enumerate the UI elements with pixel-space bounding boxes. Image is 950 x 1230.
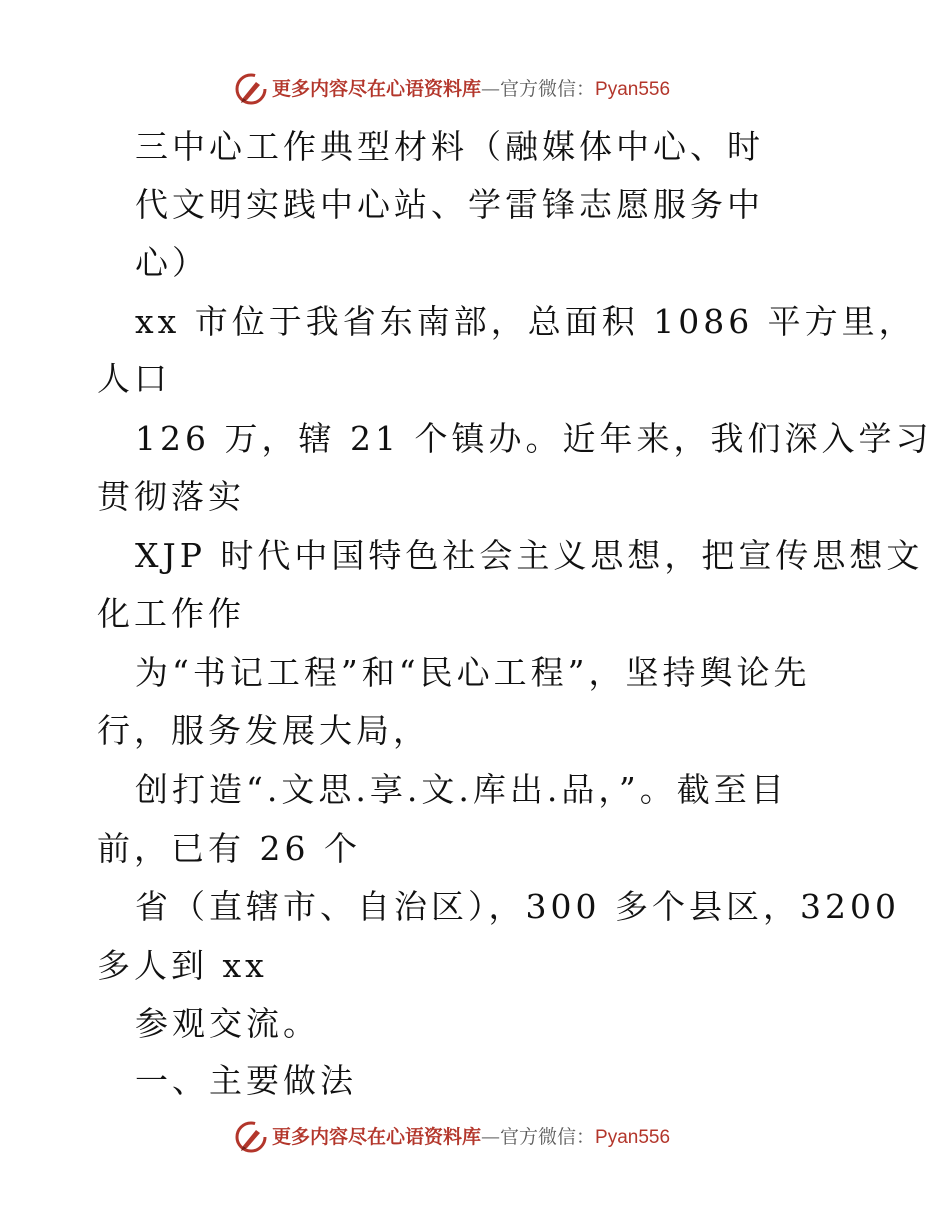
document-title-line-1: 三中心工作典型材料（融媒体中心、时 <box>135 127 764 166</box>
watermark-channel: 官方微信： <box>500 1126 596 1148</box>
body-line-10: 前，已有 26 个 <box>97 829 361 868</box>
body-line-9: 创打造“.文思.享.文.库出.品，”。截至目 <box>135 770 788 809</box>
body-line-1: xx 市位于我省东南部，总面积 1086 平方里， <box>135 302 916 341</box>
watermark-channel: 官方微信： <box>500 78 596 100</box>
body-line-2: 人口 <box>97 359 171 398</box>
pen-logo-icon <box>234 72 268 106</box>
document-title-line-3: 心） <box>135 243 209 282</box>
body-line-8: 行，服务发展大局， <box>97 711 430 750</box>
watermark-brand: 更多内容尽在心语资料库 <box>272 78 482 100</box>
body-line-4: 贯彻落实 <box>97 477 245 516</box>
body-line-13: 参观交流。 <box>135 1004 320 1043</box>
section-heading: 一、主要做法 <box>135 1061 357 1100</box>
watermark-brand: 更多内容尽在心语资料库 <box>272 1126 482 1148</box>
footer-watermark-banner <box>0 1118 950 1158</box>
body-line-7: 为“书记工程”和“民心工程”，坚持舆论先 <box>135 653 811 692</box>
watermark-wechat-id: Pyan556 <box>595 79 671 100</box>
watermark-text <box>272 77 670 102</box>
body-line-12: 多人到 xx <box>97 946 268 985</box>
watermark-dash: — <box>481 1126 501 1148</box>
body-line-3: 126 万，辖 21 个镇办。近年来，我们深入学习 <box>135 419 933 458</box>
body-line-5: XJP 时代中国特色社会主义思想，把宣传思想文 <box>135 536 924 575</box>
watermark-dash: — <box>481 78 501 100</box>
body-line-6: 化工作作 <box>97 594 245 633</box>
document-title-line-2: 代文明实践中心站、学雷锋志愿服务中 <box>135 185 764 224</box>
pen-logo-icon <box>234 1120 268 1154</box>
body-line-11: 省（直辖市、自治区），300 多个县区，3200 <box>135 887 900 926</box>
header-watermark-banner <box>0 70 950 110</box>
watermark-text <box>272 1125 670 1150</box>
watermark-wechat-id: Pyan556 <box>595 1127 671 1148</box>
